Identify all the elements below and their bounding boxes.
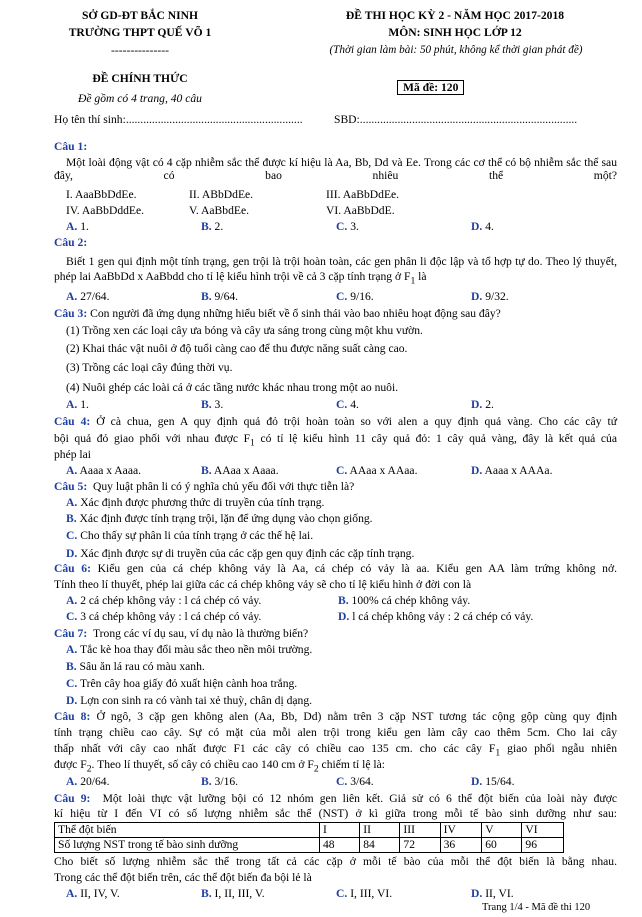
option-d[interactable]: D. 15/64.: [471, 775, 515, 788]
question-3: Câu 3: Con người đã ứng dụng những hiểu biết về ổ sinh thái vào bao nhiêu hoạt động sau đây?: [54, 307, 501, 320]
school-department: SỞ GD-ĐT BẮC NINH: [81, 9, 199, 22]
table-cell: 36: [440, 838, 482, 853]
exam-code-box: Mã đề: 120: [397, 80, 464, 95]
option-b[interactable]: B. Sâu ăn lá rau có màu xanh.: [66, 660, 205, 673]
header-divider: ---------------: [111, 44, 169, 57]
option-b[interactable]: B. 9/64.: [201, 290, 239, 303]
option-c[interactable]: C. 9/16.: [336, 290, 374, 303]
q1-item: IV. AaBbDddEe.: [66, 204, 145, 217]
question-1-label: Câu 1:: [54, 140, 88, 153]
question-7: Câu 7: Trong các ví dụ sau, ví dụ nào là thường biến?: [54, 627, 309, 640]
table-row: [55, 823, 564, 838]
option-b[interactable]: B. I, II, III, V.: [201, 887, 265, 900]
question-9-line1: Câu 9: Một loài thực vật lưỡng bội có 12 nhóm gen liên kết. Giả sử có 6 thể đột biến của loài này được: [54, 792, 617, 805]
q1-item: V. AaBbdEe.: [189, 204, 250, 217]
table-header-cell: Số lượng NST trong tế bào sinh dưỡng: [55, 838, 320, 853]
page-count-note: Đề gồm có 4 trang, 40 câu: [78, 92, 202, 105]
table-row: [55, 838, 564, 853]
question-5: Câu 5: Quy luật phân li có ý nghĩa chủ yếu đối với thực tiễn là?: [54, 480, 355, 493]
question-8-line1: Câu 8: Ở ngô, 3 cặp gen không alen (Aa, Bb, Dd) nằm trên 3 cặp NST tương tác cộng gộp cùng quy định: [54, 710, 617, 723]
table-cell: V: [482, 823, 522, 838]
q1-item: VI. AaBbDdE.: [326, 204, 395, 217]
question-8-line3: thấp nhất với cây cao nhất được F1 các cây có chiều cao 135 cm. cho các cây $F_1$ giao phối ngẫu nhiên: [54, 742, 617, 759]
option-b[interactable]: B. AAaa x Aaaa.: [201, 464, 279, 477]
table-header-cell: Thể đột biến: [55, 823, 320, 838]
option-c[interactable]: C. 3/64.: [336, 775, 374, 788]
mutation-table: [54, 822, 564, 853]
option-a[interactable]: A. Aaaa x Aaaa.: [66, 464, 142, 477]
option-d[interactable]: D. 2.: [471, 398, 494, 411]
option-b[interactable]: B. 2.: [201, 220, 224, 233]
option-d[interactable]: D. l cá chép không vảy : 2 cá chép có vảy.: [338, 610, 534, 623]
question-3-options: [66, 398, 642, 412]
q1-item: III. AaBbDdEe.: [326, 188, 400, 201]
option-d[interactable]: D. Aaaa x AAAa.: [471, 464, 553, 477]
question-4-line3: phép lai: [54, 448, 92, 461]
option-a[interactable]: A. Tắc kè hoa thay đổi màu sắc theo nền môi trường.: [66, 643, 313, 656]
table-cell: 60: [482, 838, 522, 853]
question-2-label: Câu 2:: [54, 236, 88, 249]
option-b[interactable]: B. Xác định được tính trạng trội, lặn để ứng dụng vào chọn giống.: [66, 512, 373, 525]
q3-item: (1) Trồng xen các loại cây ưa bóng và cây ưa sáng trong cùng một khu vườn.: [66, 324, 423, 337]
student-name-field: Họ tên thí sinh:.............................................................: [54, 113, 303, 126]
option-c[interactable]: C. I, III, VI.: [336, 887, 393, 900]
option-d[interactable]: D. Lợn con sinh ra có vành tai xẻ thuỳ, chân dị dạng.: [66, 694, 313, 707]
q3-item: (2) Khai thác vật nuôi ở độ tuổi càng cao để thu được năng suất càng cao.: [66, 342, 408, 355]
page-footer: Trang 1/4 - Mã đề thi 120: [482, 902, 591, 913]
question-6-line1: Câu 6: Kiểu gen của cá chép không vảy là Aa, cá chép có vảy là aa. Kiểu gen AA làm trứng không nở.: [54, 562, 617, 575]
table-cell: 48: [320, 838, 360, 853]
table-cell: 96: [522, 838, 564, 853]
option-a[interactable]: A. 1.: [66, 220, 89, 233]
exam-title: ĐỀ THI HỌC KỲ 2 - NĂM HỌC 2017-2018: [345, 9, 565, 22]
option-a[interactable]: A. 1.: [66, 398, 89, 411]
subject-title: MÔN: SINH HỌC LỚP 12: [388, 26, 522, 39]
option-d[interactable]: D. II, VI.: [471, 887, 514, 900]
option-c[interactable]: C. Trên cây hoa giấy đỏ xuất hiện cành hoa trắng.: [66, 677, 298, 690]
table-cell: III: [400, 823, 440, 838]
question-8-line2: tính trạng chiều cao cây. Sự có mặt của mỗi alen trội trong kiểu gen làm cây cao thêm 5cm. Cho lai cây: [54, 726, 617, 739]
option-a[interactable]: A. 2 cá chép không vảy : l cá chép có vảy.: [66, 594, 262, 607]
question-1-items-row1: [66, 188, 642, 202]
question-9-line2: kí hiệu từ I đến VI có số lượng nhiễm sắc thể (NST) ở kì giữa trong mỗi tế bào sinh dưỡng như sau:: [54, 807, 617, 820]
option-b[interactable]: B. 3.: [201, 398, 224, 411]
table-cell: I: [320, 823, 360, 838]
table-cell: IV: [440, 823, 482, 838]
q1-item: II. ABbDdEe.: [189, 188, 254, 201]
question-8-options: [66, 775, 642, 789]
school-name: TRƯỜNG THPT QUẾ VÕ 1: [68, 26, 212, 39]
option-a[interactable]: A. 27/64.: [66, 290, 110, 303]
time-note: (Thời gian làm bài: 50 phút, không kể thời gian phát đề): [329, 44, 583, 56]
table-cell: VI: [522, 823, 564, 838]
option-d[interactable]: D. Xác định được sự di truyền của các cặp gen quy định các cặp tính trạng.: [66, 547, 415, 560]
option-a[interactable]: A. Xác định được phương thức di truyền của tính trạng.: [66, 496, 325, 509]
option-b[interactable]: B. 3/16.: [201, 775, 239, 788]
option-a[interactable]: A. 20/64.: [66, 775, 110, 788]
option-c[interactable]: C. 4.: [336, 398, 359, 411]
question-1-items-row2: [66, 204, 642, 218]
option-a[interactable]: A. II, IV, V.: [66, 887, 120, 900]
q3-item: (4) Nuôi ghép các loài cá ở các tầng nước khác nhau trong một ao nuôi.: [66, 381, 399, 394]
student-id-field: SBD:...........................................................................: [334, 113, 578, 126]
table-cell: 72: [400, 838, 440, 853]
official-label: ĐỀ CHÍNH THỨC: [92, 72, 188, 85]
question-9-options: [66, 887, 642, 901]
question-6-line2: Tính theo lí thuyết, phép lai giữa các cá chép không vảy sẽ cho tỉ lệ kiểu hình ở đời con là: [54, 578, 472, 591]
question-4-line2: bội quả đỏ giao phối với nhau được $F_1$ có tỉ lệ kiểu hình 11 cây quả đỏ: 1 cây quả vàng, đây là kết quả của: [54, 432, 617, 449]
table-cell: II: [360, 823, 400, 838]
option-c[interactable]: C. Cho thấy sự phân li của tính trạng ở các thế hệ lai.: [66, 529, 314, 542]
question-1-options: [66, 220, 642, 234]
question-2-text: Biết 1 gen qui định một tính trạng, gen trội là trội hoàn toàn, các gen phân li độc lập và tổ hợp tự do. Theo lý thuyết, phép lai AaBbDd x AaBbdd cho tỉ lệ kiểu hình trội về cả 3 cặp tính trạng ở $F_1$ là: [54, 255, 617, 287]
option-c[interactable]: C. AAaa x AAaa.: [336, 464, 418, 477]
option-c[interactable]: C. 3 cá chép không vảy : l cá chép có vảy.: [66, 610, 262, 623]
question-8-line4: được $F_2$. Theo lí thuyết, số cây có chiều cao 140 cm ở $F_2$ chiếm tỉ lệ là:: [54, 758, 385, 775]
question-1-text: Một loài động vật có 4 cặp nhiễm sắc thể được kí hiệu là Aa, Bb, Dd và Ee. Trong các cơ thể có bộ nhiễm sắc thể sau đây, có bao nhiêu thể một?: [54, 156, 617, 182]
question-9-line4: Trong các thể đột biến trên, các thể đột biến đa bội lẻ là: [54, 871, 312, 884]
question-4-options: [66, 464, 642, 478]
option-c[interactable]: C. 3.: [336, 220, 359, 233]
question-9-line3: Cho biết số lượng nhiễm sắc thể trong tất cả các cặp ở mỗi tế bào của mỗi thể đột biến là bằng nhau.: [54, 855, 617, 868]
q3-item: (3) Trồng các loại cây đúng thời vụ.: [66, 361, 233, 374]
question-2-options: [66, 290, 642, 304]
option-d[interactable]: D. 9/32.: [471, 290, 509, 303]
option-b[interactable]: B. 100% cá chép không vảy.: [338, 594, 471, 607]
table-cell: 84: [360, 838, 400, 853]
question-4-line1: Câu 4: Ở cà chua, gen A quy định quả đỏ trội hoàn toàn so với alen a quy định quả vàng. Cho các cây tứ: [54, 415, 617, 428]
option-d[interactable]: D. 4.: [471, 220, 494, 233]
q1-item: I. AaaBbDdEe.: [66, 188, 137, 201]
